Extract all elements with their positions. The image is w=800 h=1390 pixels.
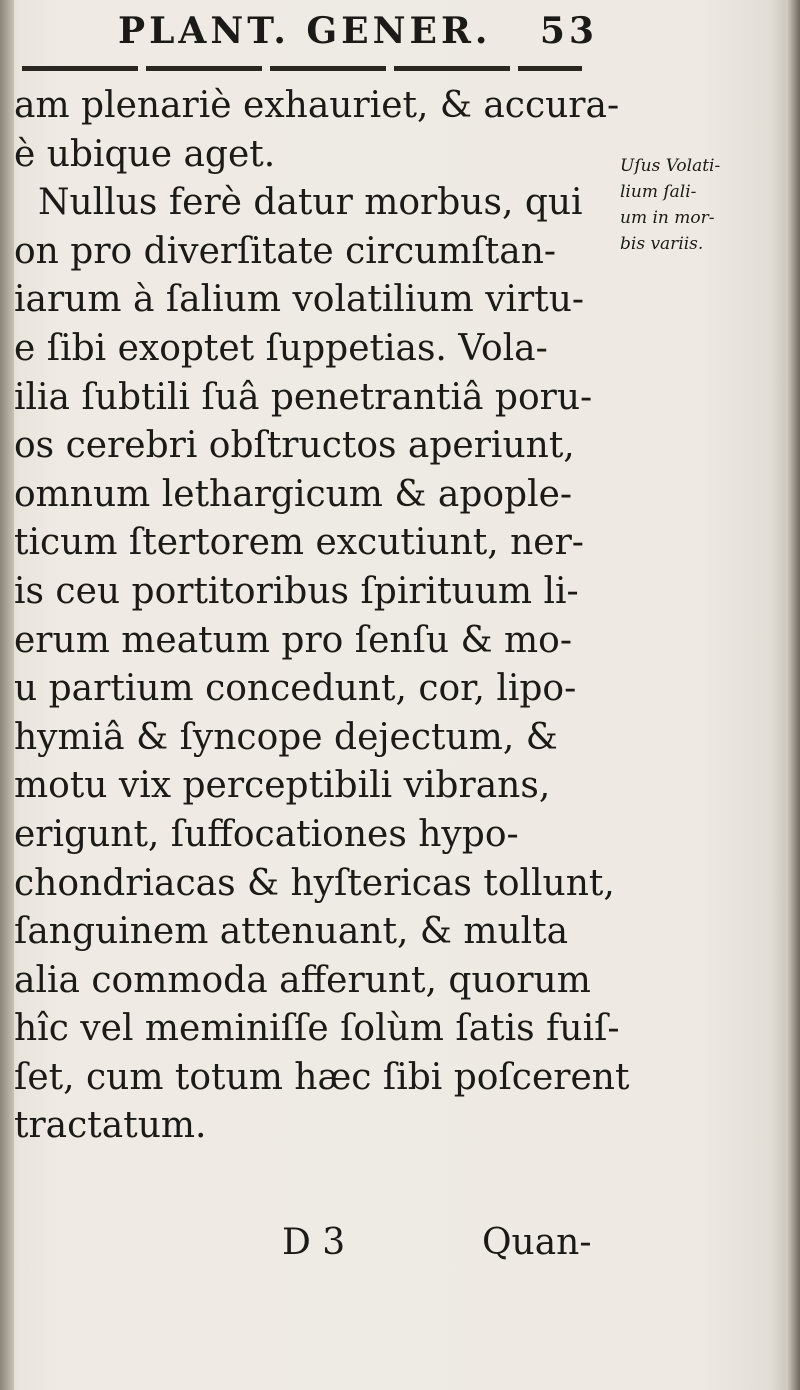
text-line: hymiâ & ſyncope dejectum, & <box>14 716 558 758</box>
text-line: motu vix perceptibili vibrans, <box>14 765 551 807</box>
text-line: è ubique aget. <box>14 133 276 175</box>
page-number: 53 <box>539 10 598 52</box>
text-line: e ſibi exoptet ſuppetias. Vola- <box>14 327 548 369</box>
text-line: on pro diverſitate circumſtan- <box>14 230 557 272</box>
page-edge <box>786 0 800 1390</box>
page-footer <box>0 1222 800 1272</box>
text-line: erum meatum pro ſenſu & mo- <box>14 619 573 661</box>
margin-note <box>620 153 770 257</box>
margin-note-line: um in mor- <box>620 208 715 228</box>
text-line: ilia ſubtili ſuâ penetrantiâ poru- <box>14 376 593 418</box>
text-line: iarum à ſalium volatilium virtu- <box>14 279 585 321</box>
text-line: alia commoda afferunt, quorum <box>14 959 591 1001</box>
text-line: u partium concedunt, cor, lipo- <box>14 668 577 710</box>
page-spine <box>0 0 14 1390</box>
running-header <box>118 10 598 58</box>
running-title: PLANT. GENER. <box>118 10 492 52</box>
margin-note-line: bis variis. <box>620 234 704 254</box>
text-line: os cerebri obſtructos aperiunt, <box>14 425 575 467</box>
text-line: ſanguinem attenuant, & multa <box>14 911 569 953</box>
text-line: is ceu portitoribus ſpirituum li- <box>14 570 579 612</box>
text-line: tractatum. <box>14 1105 207 1147</box>
text-line: omnum lethargicum & apople- <box>14 473 573 515</box>
text-line: Nullus ferè datur morbus, qui <box>38 182 583 224</box>
catchword: Quan- <box>482 1222 592 1263</box>
margin-note-line: lium ſali- <box>620 182 697 202</box>
text-line: chondriacas & hyſtericas tollunt, <box>14 862 615 904</box>
margin-note-line: Uſus Volati- <box>620 156 721 176</box>
text-line: ticum ſtertorem excutiunt, ner- <box>14 522 584 564</box>
body-text <box>14 82 630 1151</box>
text-line: erigunt, ſuffocationes hypo- <box>14 813 519 855</box>
signature-mark: D 3 <box>282 1222 346 1263</box>
text-line: ſet, cum totum hæc ſibi poſcerent <box>14 1056 630 1098</box>
text-line: am plenariè exhauriet, & accura- <box>14 85 620 126</box>
header-rule <box>22 66 582 71</box>
text-line: hîc vel meminiſſe ſolùm ſatis fuiſ- <box>14 1008 620 1050</box>
